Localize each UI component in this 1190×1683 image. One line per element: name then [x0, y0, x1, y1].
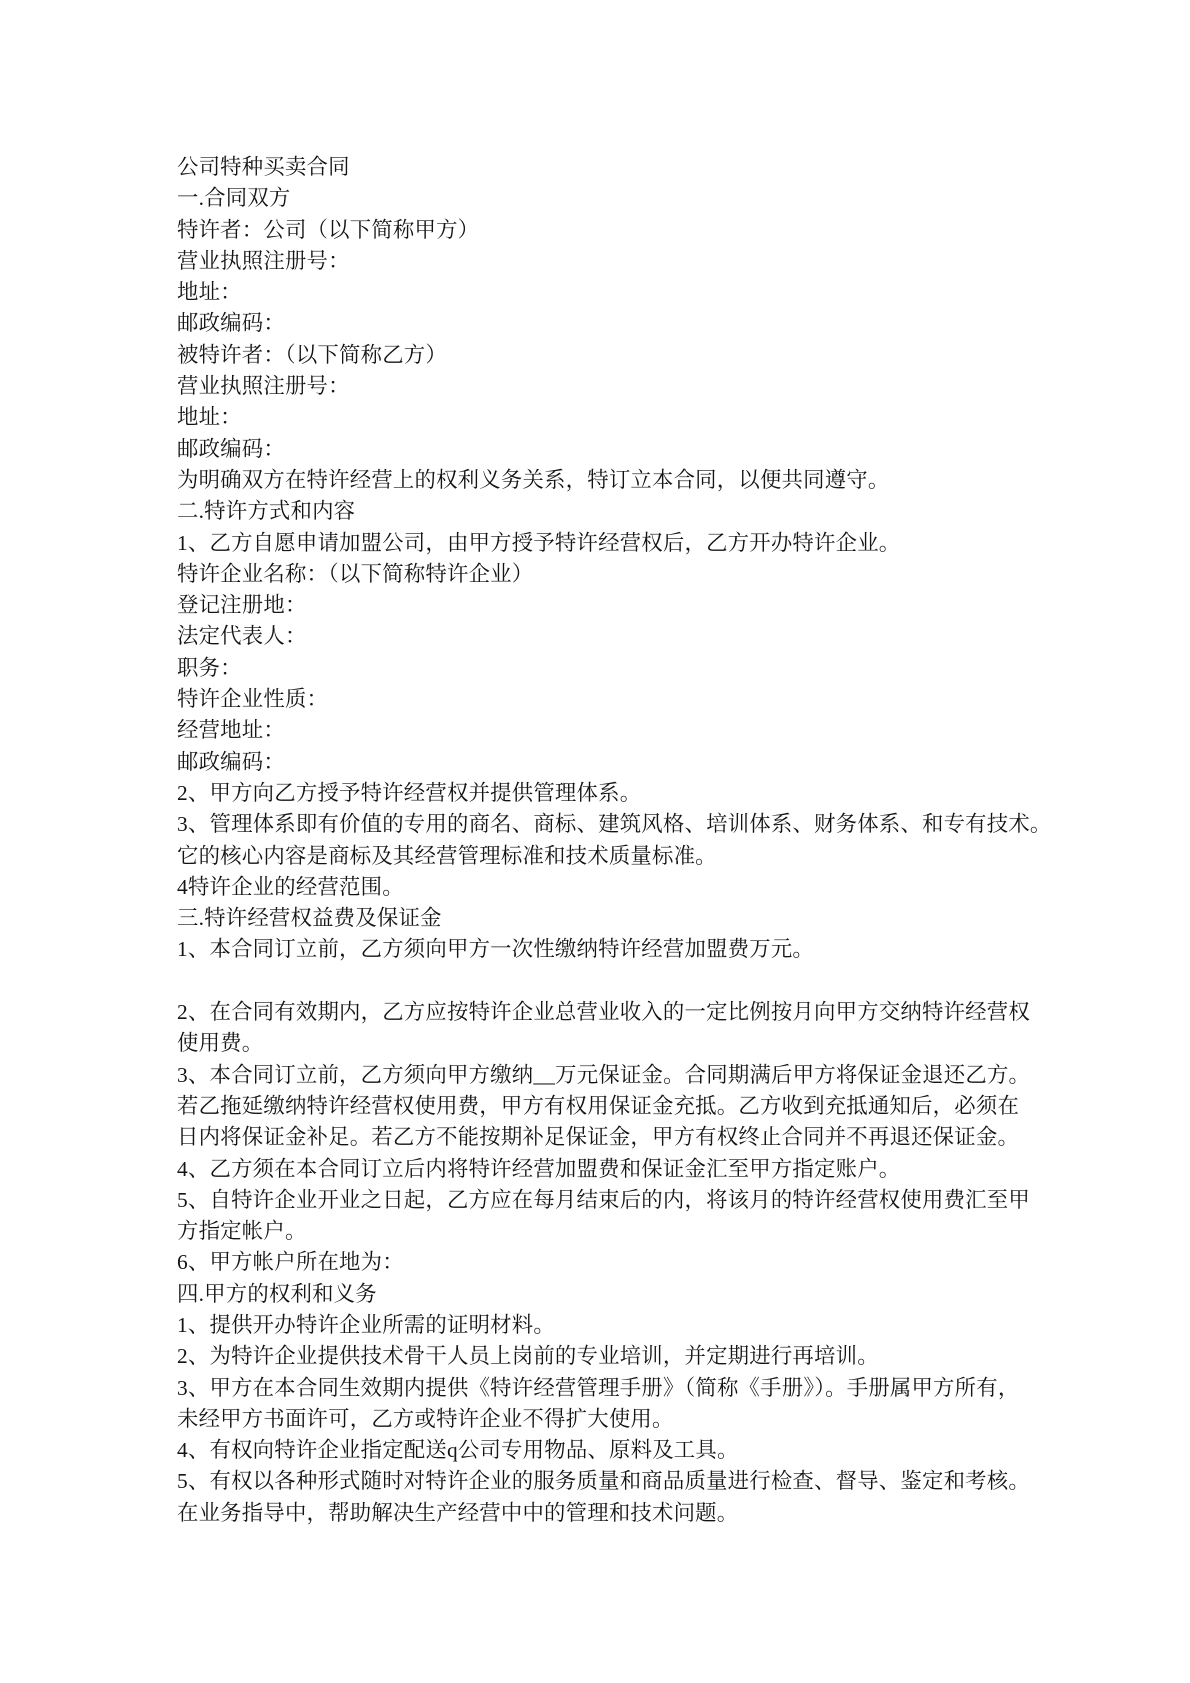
- contract-line: 职务：: [177, 655, 242, 680]
- contract-line: 地址：: [177, 280, 242, 305]
- contract-line: 特许企业性质：: [177, 687, 329, 712]
- contract-line: 2、甲方向乙方授予特许经营权并提供管理体系。: [177, 780, 642, 805]
- contract-line: 法定代表人：: [177, 624, 307, 649]
- contract-line: 若乙拖延缴纳特许经营权使用费，甲方有权用保证金充抵。乙方收到充抵通知后，必须在: [177, 1093, 1020, 1118]
- contract-line: 公司特种买卖合同: [177, 155, 350, 179]
- contract-line: 四.甲方的权利和义务: [177, 1281, 377, 1306]
- contract-line: 4、有权向特许企业指定配送q公司专用物品、原料及工具。: [177, 1438, 739, 1463]
- contract-line: 地址：: [177, 405, 242, 430]
- contract-line: 特许企业名称：（以下简称特许企业）: [177, 561, 534, 586]
- contract-body: [177, 152, 1067, 1529]
- contract-line: 在业务指导中，帮助解决生产经营中中的管理和技术问题。: [177, 1500, 739, 1525]
- contract-line: 邮政编码：: [177, 749, 285, 774]
- contract-line: 1、提供开办特许企业所需的证明材料。: [177, 1312, 555, 1337]
- contract-line: 营业执照注册号：: [177, 374, 350, 399]
- contract-line: 为明确双方在特许经营上的权利义务关系，特订立本合同，以便共同遵守。: [177, 467, 890, 492]
- contract-line: 登记注册地：: [177, 593, 307, 618]
- contract-line: 经营地址：: [177, 718, 285, 743]
- contract-line: 3、本合同订立前，乙方须向甲方缴纳__万元保证金。合同期满后甲方将保证金退还乙方。: [177, 1062, 1031, 1087]
- contract-line: 日内将保证金补足。若乙方不能按期补足保证金，甲方有权终止合同并不再退还保证金。: [177, 1125, 1020, 1150]
- contract-line: 1、本合同订立前，乙方须向甲方一次性缴纳特许经营加盟费万元。: [177, 937, 815, 962]
- contract-line: 邮政编码：: [177, 436, 285, 461]
- contract-line: 它的核心内容是商标及其经营管理标准和技术质量标准。: [177, 843, 717, 868]
- contract-line: 三.特许经营权益费及保证金: [177, 906, 442, 931]
- contract-line: 3、管理体系即有价值的专用的商名、商标、建筑风格、培训体系、财务体系、和专有技术。: [177, 812, 1052, 837]
- contract-line: 被特许者：（以下简称乙方）: [177, 342, 447, 367]
- contract-line: 6、甲方帐户所在地为：: [177, 1250, 404, 1275]
- contract-line: 特许者：公司（以下简称甲方）: [177, 217, 480, 242]
- contract-line: 1、乙方自愿申请加盟公司，由甲方授予特许经营权后，乙方开办特许企业。: [177, 530, 901, 555]
- contract-line: 5、自特许企业开业之日起，乙方应在每月结束后的内，将该月的特许经营权使用费汇至甲: [177, 1187, 1030, 1212]
- contract-line: 方指定帐户。: [177, 1219, 307, 1244]
- blank-line: [177, 966, 1067, 997]
- contract-line: 二.特许方式和内容: [177, 499, 356, 524]
- contract-line: 3、甲方在本合同生效期内提供《特许经营管理手册》（简称《手册》）。手册属甲方所有，: [177, 1375, 1020, 1400]
- contract-line: 一.合同双方: [177, 186, 291, 211]
- contract-line: 4、乙方须在本合同订立后内将特许经营加盟费和保证金汇至甲方指定账户。: [177, 1156, 901, 1181]
- contract-line: 4特许企业的经营范围。: [177, 874, 404, 899]
- contract-line: 使用费。: [177, 1031, 264, 1056]
- contract-line: 2、在合同有效期内，乙方应按特许企业总营业收入的一定比例按月向甲方交纳特许经营权: [177, 1000, 1030, 1025]
- contract-line: 邮政编码：: [177, 311, 285, 336]
- contract-line: 5、有权以各种形式随时对特许企业的服务质量和商品质量进行检查、督导、鉴定和考核。: [177, 1469, 1030, 1494]
- contract-line: 未经甲方书面许可，乙方或特许企业不得扩大使用。: [177, 1406, 674, 1431]
- contract-line: 营业执照注册号：: [177, 248, 350, 273]
- contract-line: 2、为特许企业提供技术骨干人员上岗前的专业培训，并定期进行再培训。: [177, 1344, 879, 1369]
